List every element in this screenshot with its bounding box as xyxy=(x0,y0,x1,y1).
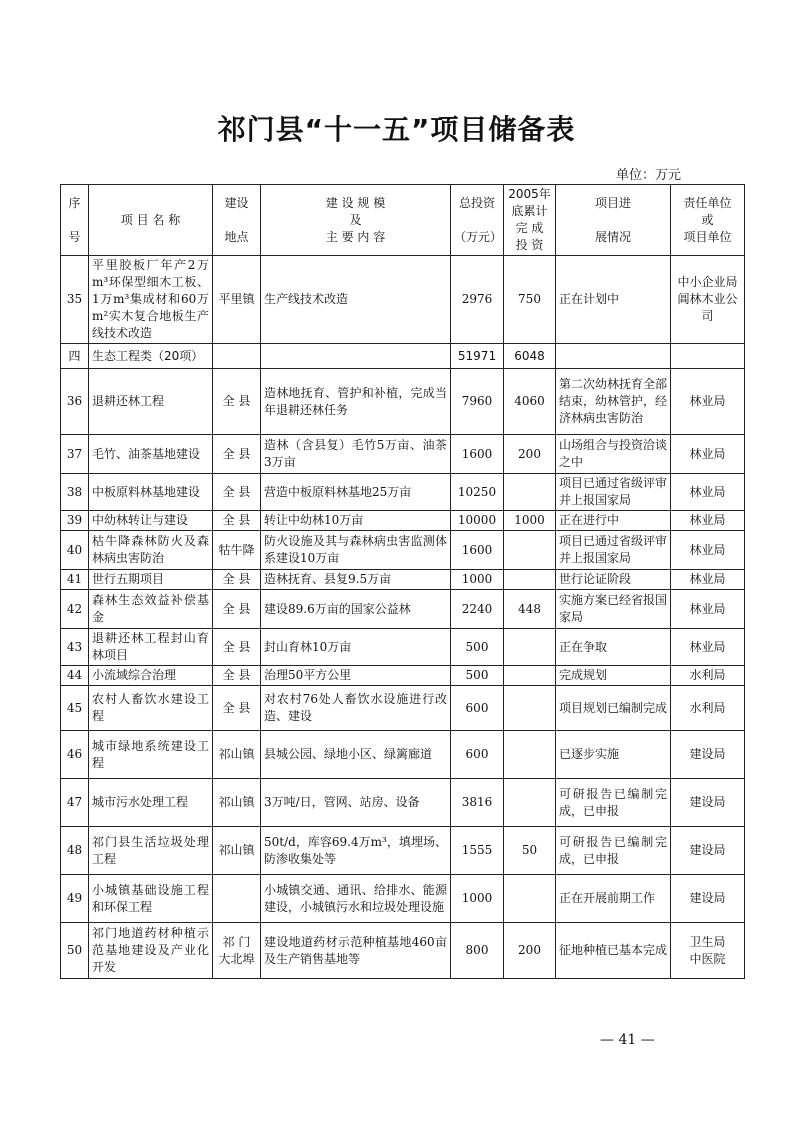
cell-total: 500 xyxy=(451,666,504,686)
cell-loc: 全 县 xyxy=(213,369,261,435)
cell-name: 城市绿地系统建设工程 xyxy=(89,731,213,779)
cell-unit: 林业局 xyxy=(671,531,745,570)
cell-unit: 林业局 xyxy=(671,474,745,511)
cell-progress: 项目已通过省级评审并上报国家局 xyxy=(556,531,671,570)
table-row xyxy=(61,827,745,875)
cell-unit: 林业局 xyxy=(671,435,745,474)
cell-no: 39 xyxy=(61,511,89,531)
header-total: 总投资 （万元） xyxy=(451,185,504,256)
cell-progress: 项目规划已编制完成 xyxy=(556,686,671,731)
cell-done: 1000 xyxy=(504,511,556,531)
table-row xyxy=(61,629,745,666)
cell-loc: 全 县 xyxy=(213,686,261,731)
cell-total: 800 xyxy=(451,923,504,979)
cell-name: 小城镇基础设施工程和环保工程 xyxy=(89,875,213,923)
table-row xyxy=(61,531,745,570)
cell-progress: 项目已通过省级评审并上报国家局 xyxy=(556,474,671,511)
table-row xyxy=(61,570,745,590)
unit-label: 单位：万元 xyxy=(615,168,681,183)
section-row xyxy=(61,344,745,369)
header-location: 建设 地点 xyxy=(213,185,261,256)
cell-done: 200 xyxy=(504,923,556,979)
cell-done xyxy=(504,531,556,570)
cell-progress: 世行论证阶段 xyxy=(556,570,671,590)
cell-no: 42 xyxy=(61,590,89,629)
table-header-row xyxy=(61,185,745,256)
cell-done: 200 xyxy=(504,435,556,474)
cell-no: 45 xyxy=(61,686,89,731)
cell-done: 448 xyxy=(504,590,556,629)
header-scale: 建 设 规 模 及 主 要 内 容 xyxy=(261,185,451,256)
cell-name: 农村人畜饮水建设工程 xyxy=(89,686,213,731)
cell-total: 2240 xyxy=(451,590,504,629)
cell-progress: 可研报告已编制完成，已申报 xyxy=(556,827,671,875)
cell-no: 48 xyxy=(61,827,89,875)
cell-loc xyxy=(213,344,261,369)
cell-no: 41 xyxy=(61,570,89,590)
cell-unit: 建设局 xyxy=(671,731,745,779)
table-row xyxy=(61,666,745,686)
cell-scale: 50t/d，库容69.4万m³，填埋场、防渗收集处等 xyxy=(261,827,451,875)
cell-done xyxy=(504,570,556,590)
cell-done xyxy=(504,629,556,666)
cell-progress: 征地种植已基本完成 xyxy=(556,923,671,979)
cell-total: 1555 xyxy=(451,827,504,875)
cell-name: 中幼林转让与建设 xyxy=(89,511,213,531)
cell-unit: 林业局 xyxy=(671,629,745,666)
cell-name: 祁门地道药材种植示范基地建设及产业化开发 xyxy=(89,923,213,979)
cell-scale: 生产线技术改造 xyxy=(261,256,451,344)
cell-no: 36 xyxy=(61,369,89,435)
cell-done xyxy=(504,875,556,923)
cell-total: 3816 xyxy=(451,779,504,827)
cell-name: 退耕还林工程封山育林项目 xyxy=(89,629,213,666)
cell-name: 平里胶板厂年产2万m³环保型细木工板、1万m³集成材和60万m²实木复合地板生产线技术改造 xyxy=(89,256,213,344)
cell-total: 1600 xyxy=(451,435,504,474)
cell-loc: 祁 门 大北埠 xyxy=(213,923,261,979)
cell-progress: 正在进行中 xyxy=(556,511,671,531)
cell-unit: 建设局 xyxy=(671,827,745,875)
cell-loc: 全 县 xyxy=(213,666,261,686)
table-row xyxy=(61,923,745,979)
cell-done xyxy=(504,731,556,779)
table-row xyxy=(61,686,745,731)
cell-unit xyxy=(671,344,745,369)
cell-total: 500 xyxy=(451,629,504,666)
header-seq: 序 号 xyxy=(61,185,89,256)
table-row xyxy=(61,474,745,511)
cell-no: 35 xyxy=(61,256,89,344)
cell-scale: 治理50平方公里 xyxy=(261,666,451,686)
cell-scale: 造林抚育、县复9.5万亩 xyxy=(261,570,451,590)
table-row xyxy=(61,369,745,435)
cell-done: 750 xyxy=(504,256,556,344)
cell-loc: 全 县 xyxy=(213,435,261,474)
table-row xyxy=(61,731,745,779)
cell-scale: 建设地道药材示范种植基地460亩及生产销售基地等 xyxy=(261,923,451,979)
cell-done: 6048 xyxy=(504,344,556,369)
page-title: 祁门县“十一五”项目储备表 xyxy=(217,113,576,146)
cell-progress: 第二次幼林抚育全部结束，幼林管护，经济林病虫害防治 xyxy=(556,369,671,435)
cell-no: 46 xyxy=(61,731,89,779)
table-row xyxy=(61,590,745,629)
cell-unit: 水利局 xyxy=(671,666,745,686)
cell-loc: 牯牛降 xyxy=(213,531,261,570)
cell-unit: 林业局 xyxy=(671,511,745,531)
cell-scale: 转让中幼林10万亩 xyxy=(261,511,451,531)
cell-name: 城市污水处理工程 xyxy=(89,779,213,827)
cell-done xyxy=(504,686,556,731)
cell-loc: 全 县 xyxy=(213,474,261,511)
cell-name: 森林生态效益补偿基金 xyxy=(89,590,213,629)
cell-unit: 林业局 xyxy=(671,570,745,590)
cell-scale: 造林地抚育、管护和补植，完成当年退耕还林任务 xyxy=(261,369,451,435)
cell-loc xyxy=(213,875,261,923)
cell-progress: 正在争取 xyxy=(556,629,671,666)
cell-loc: 全 县 xyxy=(213,590,261,629)
cell-done xyxy=(504,666,556,686)
cell-done xyxy=(504,474,556,511)
cell-progress: 正在计划中 xyxy=(556,256,671,344)
table-row xyxy=(61,779,745,827)
table-row xyxy=(61,511,745,531)
cell-loc: 祁山镇 xyxy=(213,827,261,875)
cell-name: 枯牛降森林防火及森林病虫害防治 xyxy=(89,531,213,570)
cell-no: 40 xyxy=(61,531,89,570)
cell-total: 51971 xyxy=(451,344,504,369)
cell-name: 生态工程类（20项） xyxy=(89,344,213,369)
cell-no: 37 xyxy=(61,435,89,474)
cell-unit: 林业局 xyxy=(671,590,745,629)
cell-loc: 全 县 xyxy=(213,570,261,590)
cell-no: 44 xyxy=(61,666,89,686)
cell-total: 7960 xyxy=(451,369,504,435)
cell-no: 49 xyxy=(61,875,89,923)
cell-loc: 祁山镇 xyxy=(213,731,261,779)
cell-unit: 水利局 xyxy=(671,686,745,731)
cell-total: 1000 xyxy=(451,570,504,590)
cell-no: 47 xyxy=(61,779,89,827)
cell-scale: 建设89.6万亩的国家公益林 xyxy=(261,590,451,629)
cell-loc: 祁山镇 xyxy=(213,779,261,827)
header-unit: 责任单位 或 项目单位 xyxy=(671,185,745,256)
cell-loc: 全 县 xyxy=(213,629,261,666)
cell-name: 退耕还林工程 xyxy=(89,369,213,435)
cell-loc: 全 县 xyxy=(213,511,261,531)
cell-total: 10000 xyxy=(451,511,504,531)
cell-unit: 中小企业局阊林木业公司 xyxy=(671,256,745,344)
cell-name: 世行五期项目 xyxy=(89,570,213,590)
table-row xyxy=(61,435,745,474)
cell-no: 四 xyxy=(61,344,89,369)
cell-scale: 造林（含县复）毛竹5万亩、油茶3万亩 xyxy=(261,435,451,474)
cell-progress: 山场组合与投资洽谈之中 xyxy=(556,435,671,474)
cell-progress: 已逐步实施 xyxy=(556,731,671,779)
cell-unit: 建设局 xyxy=(671,875,745,923)
cell-name: 毛竹、油茶基地建设 xyxy=(89,435,213,474)
cell-no: 50 xyxy=(61,923,89,979)
cell-unit: 林业局 xyxy=(671,369,745,435)
cell-scale: 封山育林10万亩 xyxy=(261,629,451,666)
cell-name: 小流域综合治理 xyxy=(89,666,213,686)
header-progress: 项目进 展情况 xyxy=(556,185,671,256)
cell-total: 600 xyxy=(451,731,504,779)
cell-progress xyxy=(556,344,671,369)
cell-progress: 实施方案已经省报国家局 xyxy=(556,590,671,629)
cell-scale: 小城镇交通、通讯、给排水、能源建设，小城镇污水和垃圾处理设施 xyxy=(261,875,451,923)
cell-name: 中板原料林基地建设 xyxy=(89,474,213,511)
cell-scale: 对农村76处人畜饮水设施进行改造、建设 xyxy=(261,686,451,731)
table-row xyxy=(61,256,745,344)
cell-no: 38 xyxy=(61,474,89,511)
cell-scale: 县城公园、绿地小区、绿篱廊道 xyxy=(261,731,451,779)
table-row xyxy=(61,875,745,923)
cell-progress: 正在开展前期工作 xyxy=(556,875,671,923)
cell-done: 4060 xyxy=(504,369,556,435)
cell-scale xyxy=(261,344,451,369)
header-name: 项 目 名 称 xyxy=(89,185,213,256)
page-number: — 41 — xyxy=(600,1032,655,1048)
cell-scale: 防火设施及其与森林病虫害监测体系建设10万亩 xyxy=(261,531,451,570)
cell-progress: 完成规划 xyxy=(556,666,671,686)
cell-scale: 3万吨/日，管网、站房、设备 xyxy=(261,779,451,827)
cell-done: 50 xyxy=(504,827,556,875)
cell-no: 43 xyxy=(61,629,89,666)
cell-done xyxy=(504,779,556,827)
header-done: 2005年 底累计 完 成 投 资 xyxy=(504,185,556,256)
project-table xyxy=(60,184,745,979)
cell-progress: 可研报告已编制完成，已申报 xyxy=(556,779,671,827)
cell-scale: 营造中板原料林基地25万亩 xyxy=(261,474,451,511)
cell-total: 1000 xyxy=(451,875,504,923)
cell-total: 10250 xyxy=(451,474,504,511)
cell-total: 600 xyxy=(451,686,504,731)
cell-total: 1600 xyxy=(451,531,504,570)
cell-loc: 平里镇 xyxy=(213,256,261,344)
cell-total: 2976 xyxy=(451,256,504,344)
cell-name: 祁门县生活垃圾处理工程 xyxy=(89,827,213,875)
cell-unit: 卫生局 中医院 xyxy=(671,923,745,979)
cell-unit: 建设局 xyxy=(671,779,745,827)
